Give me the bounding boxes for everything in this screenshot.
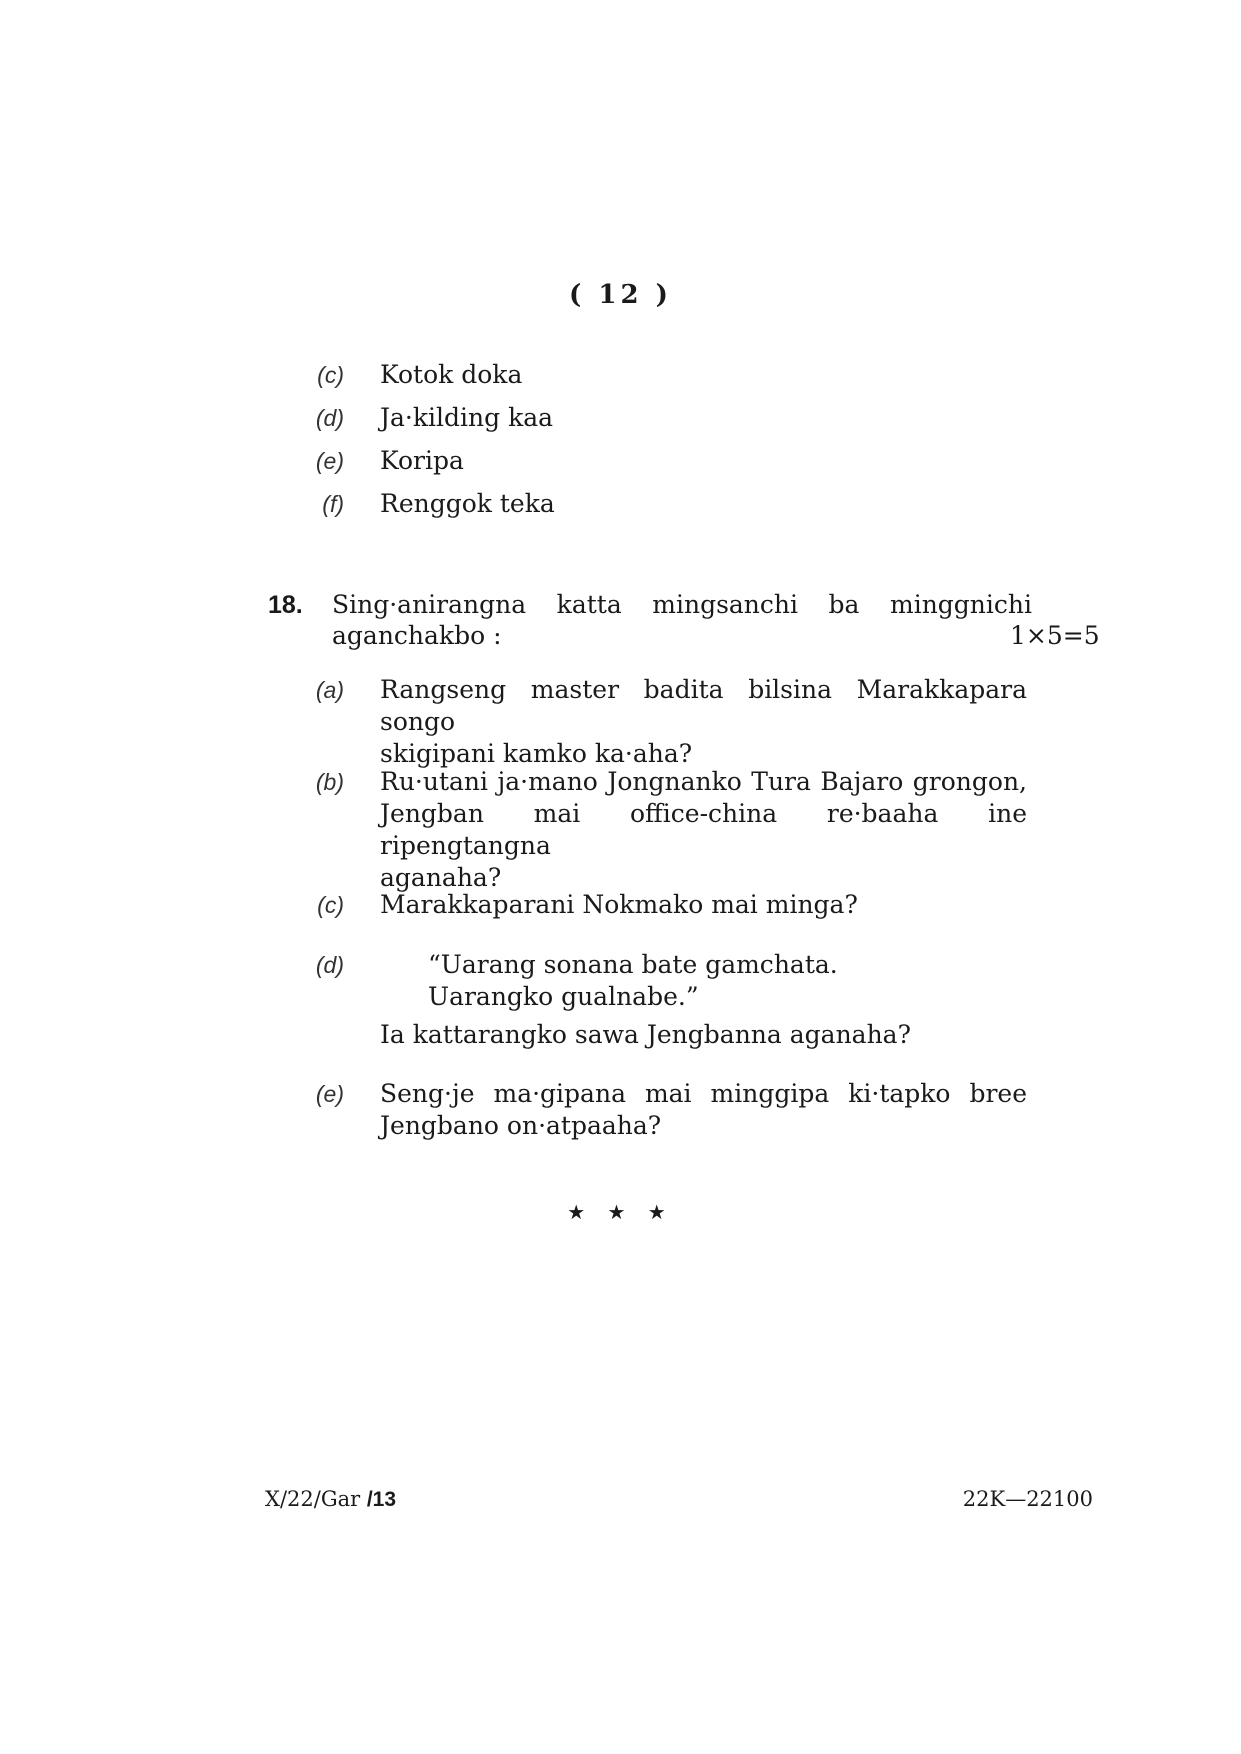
sub-question-label: (e): [315, 1081, 344, 1107]
marks: 1×5=5: [1010, 621, 1100, 650]
item-label: (e): [315, 448, 344, 474]
item-text: Kotok doka: [380, 360, 523, 389]
item-label: (f): [322, 491, 344, 517]
sub-question-line: aganaha?: [380, 863, 502, 892]
sub-question-line: skigipani kamko ka·aha?: [380, 739, 693, 768]
sub-question-line: Jengban mai office-china re·baaha ine ripengtangna: [380, 799, 1027, 860]
sub-question-text: [380, 889, 1027, 921]
sub-question-line: Seng·je ma·gipana mai minggipa ki·tapko bree: [380, 1079, 1027, 1108]
question-stem-line: Sing·anirangna katta mingsanchi ba minggnichi: [332, 590, 1032, 619]
question-stem-line: aganchakbo :: [332, 621, 502, 650]
sub-question-label: (b): [315, 769, 344, 795]
sub-question-line: Ia kattarangko sawa Jengbanna aganaha?: [380, 1020, 911, 1049]
item-label: (c): [317, 362, 344, 388]
end-marker: ★ ★ ★: [567, 1200, 674, 1224]
sub-question-text: [380, 1078, 1027, 1142]
sub-question-label: (d): [315, 952, 344, 978]
question-stem: [332, 589, 1032, 651]
sub-question-line: Jengbano on·atpaaha?: [380, 1111, 662, 1140]
item-text: Koripa: [380, 446, 464, 475]
item-text: Ja·kilding kaa: [380, 403, 554, 432]
sub-question-label: (c): [317, 892, 344, 918]
sub-question-text: [380, 674, 1027, 770]
sub-question-label: (a): [315, 677, 344, 703]
quote-line: “Uarang sonana bate gamchata.: [428, 950, 838, 979]
item-label: (d): [315, 405, 344, 431]
sub-question-line: Rangseng master badita bilsina Marakkapara songo: [380, 675, 1027, 736]
sub-question-line: Ru·utani ja·mano Jongnanko Tura Bajaro grongon,: [380, 767, 1027, 796]
sub-question-text: [380, 949, 1027, 1051]
footer-code-bold: /13: [366, 1488, 397, 1511]
footer-code: [265, 1485, 396, 1514]
question-number: 18.: [268, 591, 303, 619]
item-text: Renggok teka: [380, 489, 555, 518]
page-number: ( 12 ): [569, 280, 672, 310]
quote-line: Uarangko gualnabe.”: [428, 982, 699, 1011]
sub-question-text: [380, 766, 1027, 894]
footer-code-prefix: X/22/Gar: [265, 1487, 367, 1511]
sub-question-line: Marakkaparani Nokmako mai minga?: [380, 890, 858, 919]
footer-right-code: 22K—22100: [962, 1487, 1093, 1511]
